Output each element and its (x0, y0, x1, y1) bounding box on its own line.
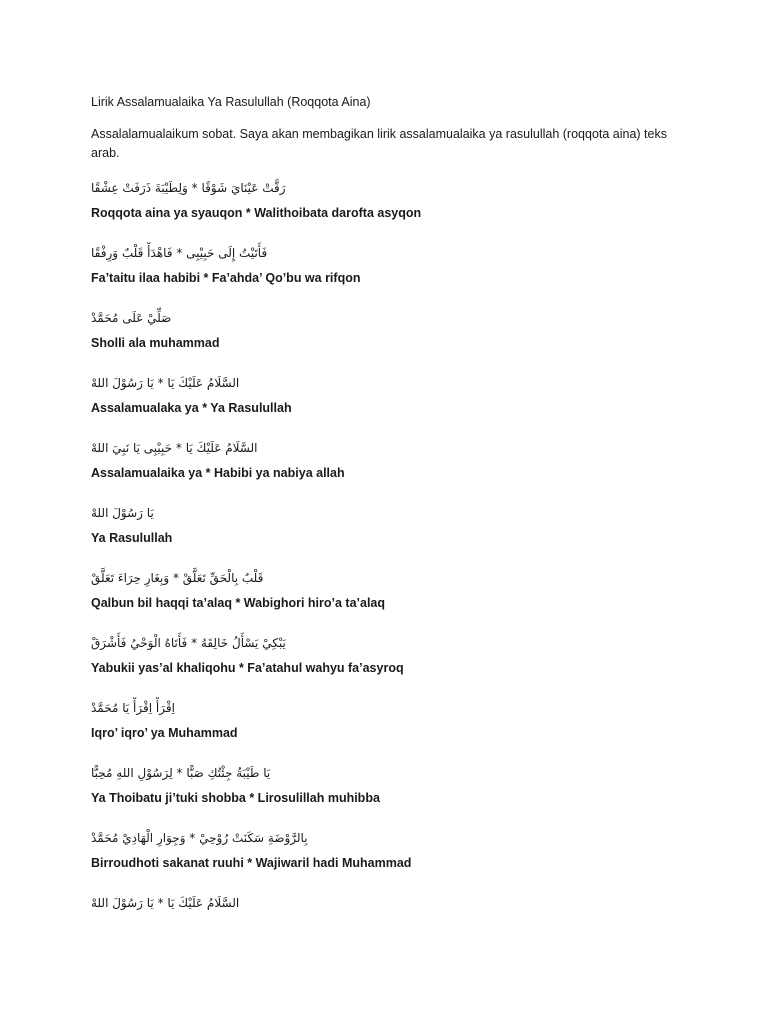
verse-block (91, 177, 691, 221)
verse-block (91, 307, 691, 351)
document-intro: Assalalamualaikum sobat. Saya akan membagikan lirik assalamualaika ya rasulullah (roqqota aina) teks arab. (91, 127, 667, 160)
arabic-line: السَّلَامُ عَلَيْكَ يَا * يَا رَسُوْلَ اللهْ (91, 896, 240, 910)
latin-line: Roqqota aina ya syauqon * Walithoibata darofta asyqon (91, 206, 422, 220)
arabic-line: السَّلَامُ عَلَيْكَ يَا * يَا رَسُوْلَ اللهْ (91, 376, 240, 390)
latin-line: Yabukii yas’al khaliqohu * Fa’atahul wahyu fa’asyroq (91, 661, 404, 675)
arabic-line: بِالرَّوْضَةِ سَكَنَتْ رُوْحِيْ * وَجِوَارِ الْهَادِيْ مُحَمَّدْ (91, 831, 308, 845)
arabic-line: فَأَتَيْتُ إِلَى حَبِيْبِى * فَاهْدَأْ قَلْبٌ وَرِفْقًا (91, 246, 268, 260)
verse-block (91, 762, 691, 806)
arabic-line: يَبْكِيْ يَسْأَلُ خَالِقَهُ * فَأَتَاهُ الْوَحْيُ فَأَشْرَقْ (91, 636, 286, 650)
arabic-line: السَّلَامُ عَلَيْكَ يَا * حَبِيْبِى يَا نَبِيَ اللهْ (91, 441, 258, 455)
arabic-line: يَا رَسُوْلَ اللهْ (91, 506, 154, 520)
verse-block (91, 632, 691, 676)
verse-block (91, 697, 691, 741)
latin-line: Fa’taitu ilaa habibi * Fa’ahda’ Qo’bu wa rifqon (91, 271, 361, 285)
verse-block (91, 567, 691, 611)
verse-block (91, 827, 691, 871)
latin-line: Qalbun bil haqqi ta’alaq * Wabighori hiro’a ta’alaq (91, 596, 386, 610)
latin-line: Sholli ala muhammad (91, 336, 220, 350)
arabic-line: رَقَّتْ عَيْنَايَ شَوْقًا * وَلِطَيْبَةَ ذَرَفَتْ عِشْقًا (91, 181, 286, 195)
verse-block (91, 437, 691, 481)
arabic-line: يَا طَيْبَةُ جِئْتُكِ صَبًّا * لِرَسُوْلِ اللهِ مُحِبًّا (91, 766, 271, 780)
latin-line: Birroudhoti sakanat ruuhi * Wajiwaril hadi Muhammad (91, 856, 412, 870)
verse-block (91, 502, 691, 546)
arabic-line: اِقْرَأْ اِقْرَأْ يَا مُحَمَّدْ (91, 701, 175, 715)
latin-line: Assalamualaika ya * Habibi ya nabiya allah (91, 466, 345, 480)
latin-line: Assalamualaka ya * Ya Rasulullah (91, 401, 292, 415)
latin-line: Ya Rasulullah (91, 531, 173, 545)
document-page (91, 94, 691, 920)
verse-block (91, 242, 691, 286)
verse-block (91, 892, 691, 920)
latin-line: Iqro’ iqro’ ya Muhammad (91, 726, 238, 740)
verse-block (91, 372, 691, 416)
document-title: Lirik Assalamualaika Ya Rasulullah (Roqqota Aina) (91, 95, 371, 109)
arabic-line: صَلِّيْ عَلَى مُحَمَّدْ (91, 311, 172, 325)
latin-line: Ya Thoibatu ji’tuki shobba * Lirosulillah muhibba (91, 791, 380, 805)
arabic-line: قَلْبٌ بِالْحَقِّ تَعَلَّقْ * وَبِغَارِ حِرَاءَ تَعَلَّقْ (91, 571, 264, 585)
